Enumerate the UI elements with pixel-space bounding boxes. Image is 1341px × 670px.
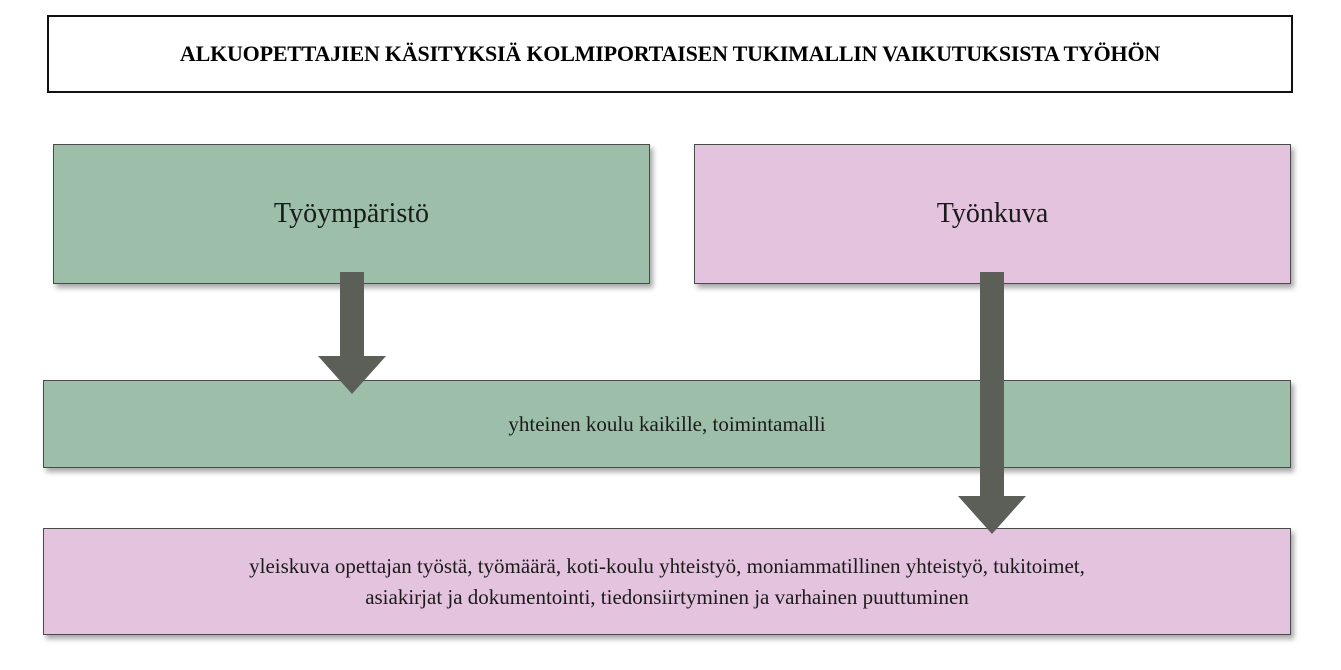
school-label: yhteinen koulu kaikille, toimintamalli [508,411,826,436]
overview-box [43,528,1291,635]
arrow-shape [318,272,386,394]
job-description-label: Työnkuva [936,198,1049,229]
environment-box [53,144,650,284]
school-box [43,380,1291,468]
diagram-title: ALKUOPETTAJIEN KÄSITYKSIÄ KOLMIPORTAISEN TUKIMALLIN VAIKUTUKSISTA TYÖHÖN [179,41,1161,66]
environment-label: Työympäristö [273,198,430,229]
overview-label-line1: yleiskuva opettajan työstä, työmäärä, koti-koulu yhteistyö, moniammatillinen yhteistyö, tukitoimet, [249,553,1085,578]
job-description-box [694,144,1291,284]
title-box [47,15,1293,93]
down-arrow-environment [318,272,386,394]
overview-label-line2: asiakirjat ja dokumentointi, tiedonsiirtyminen ja varhainen puuttuminen [365,584,969,609]
